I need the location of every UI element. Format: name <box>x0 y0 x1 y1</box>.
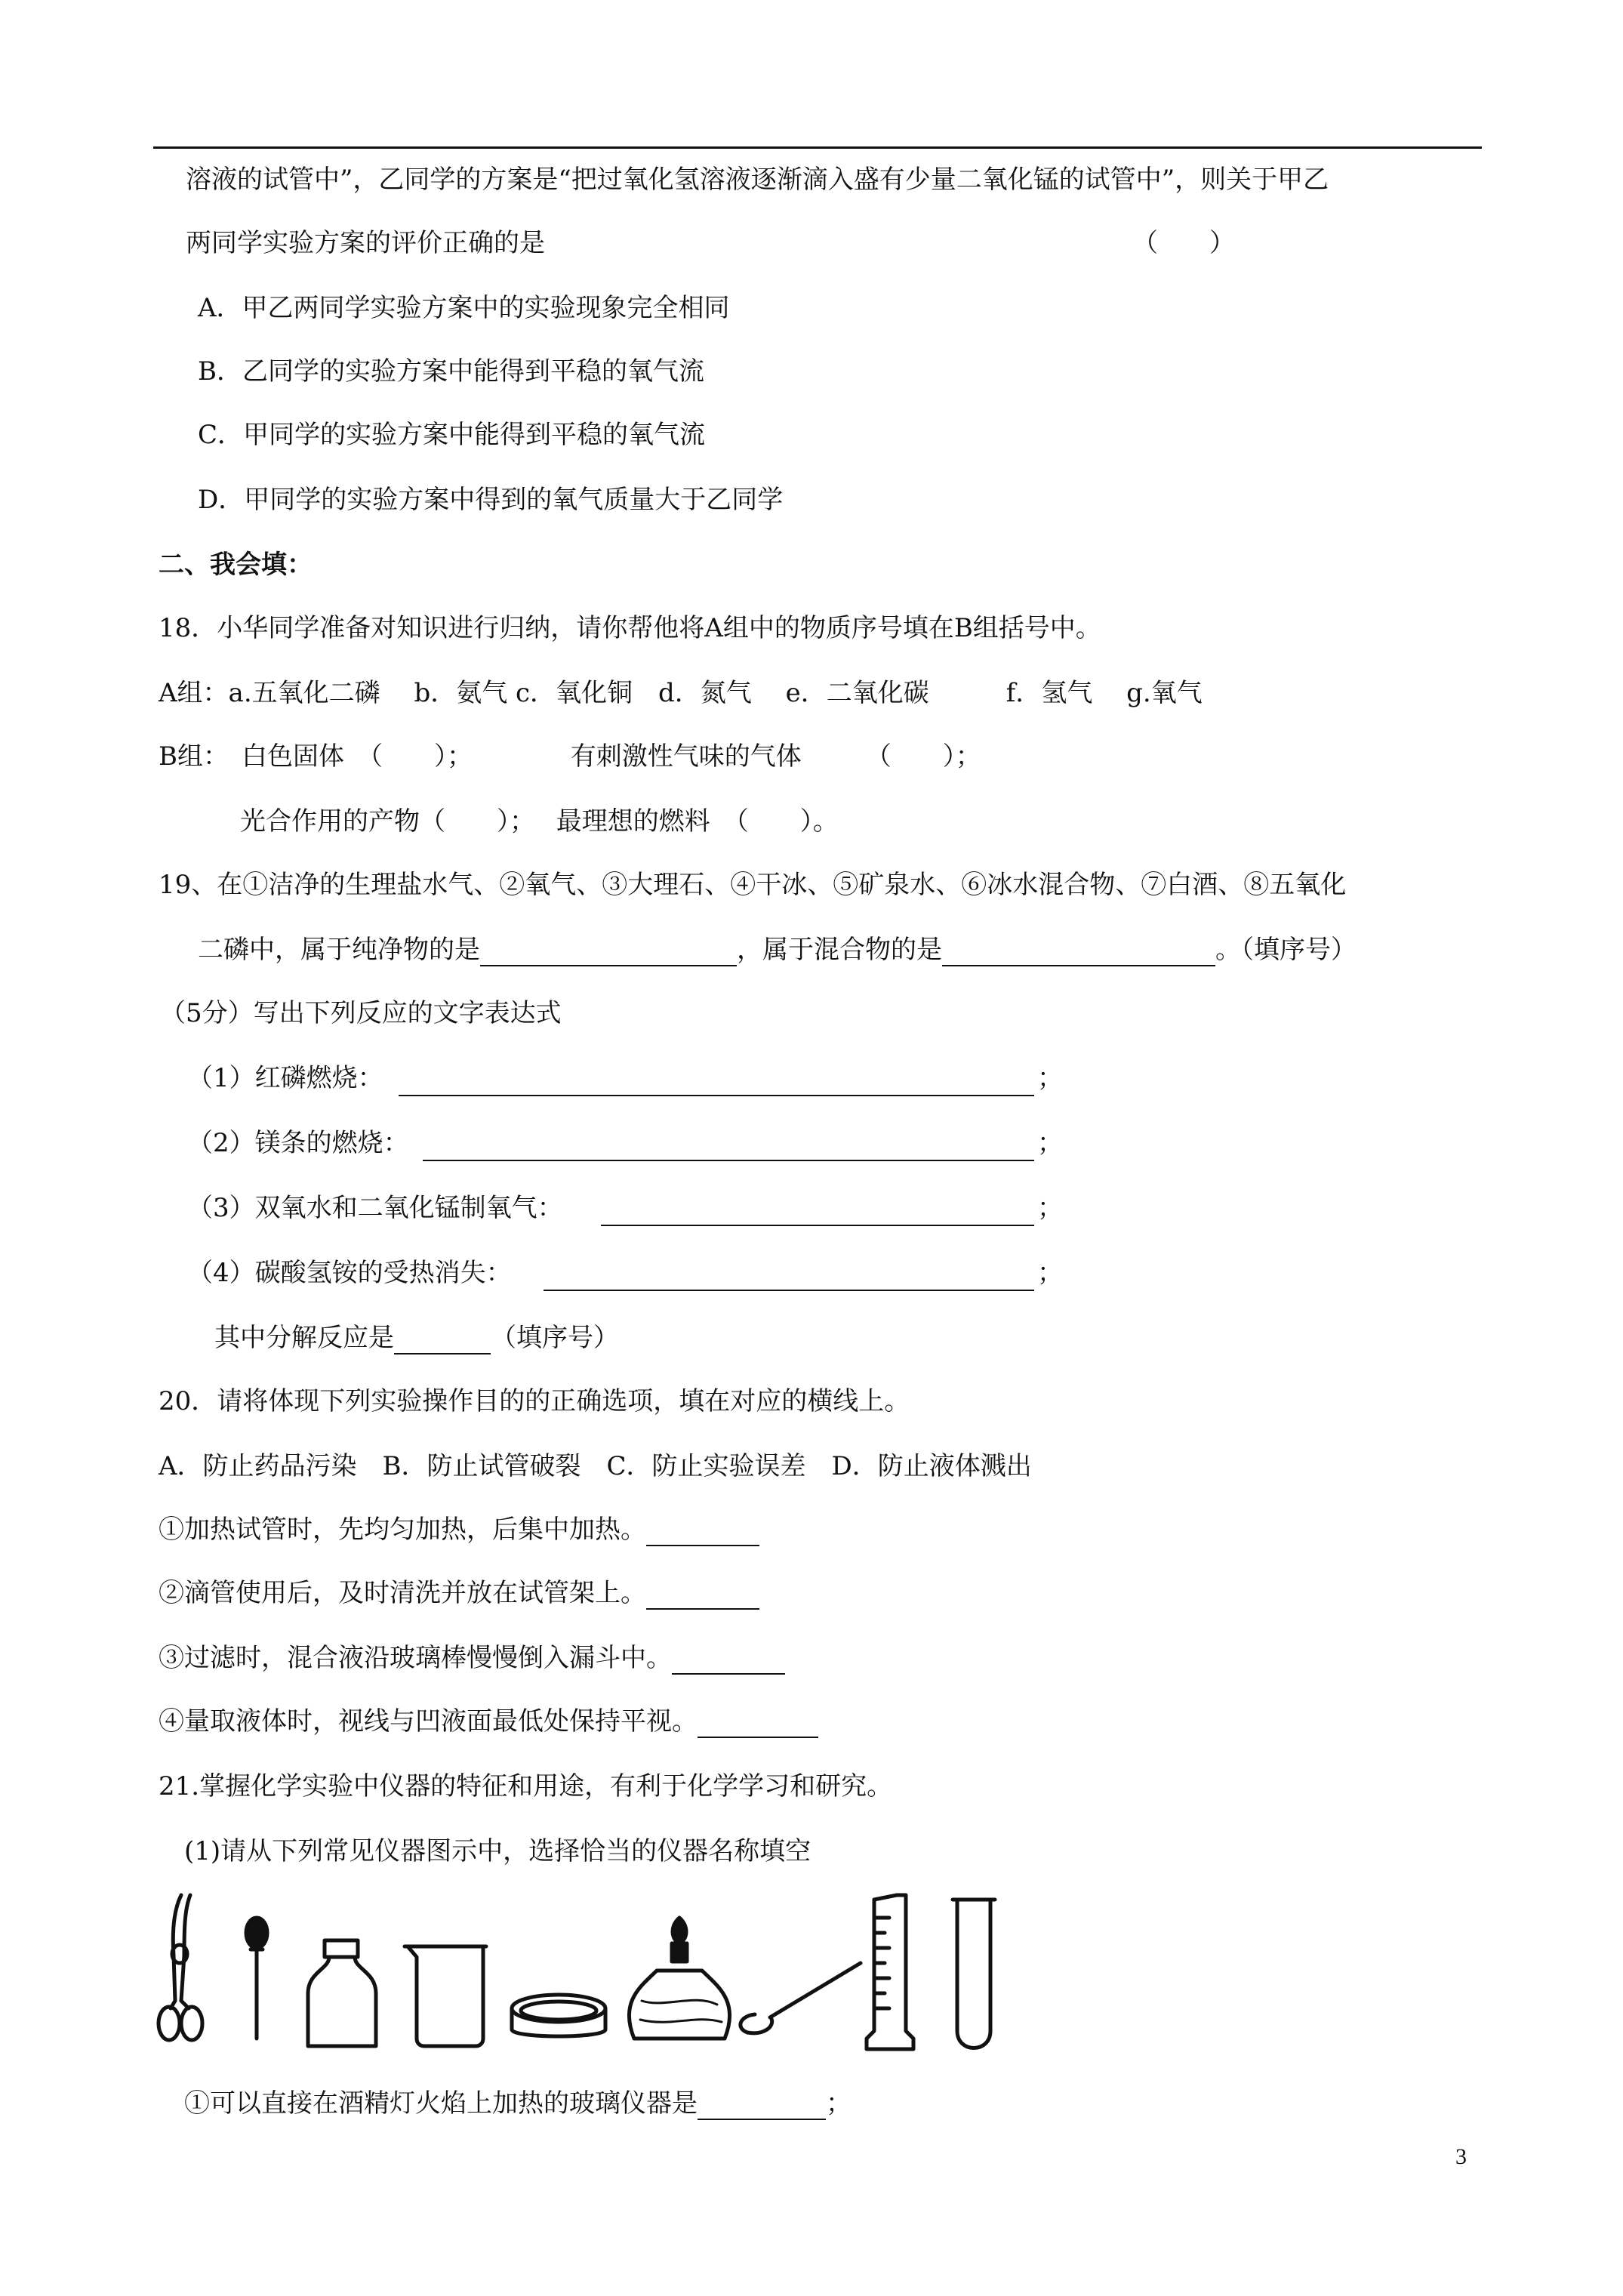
q17-option-a: A．甲乙两同学实验方案中的实验现象完全相同 <box>198 293 730 323</box>
q17-cont-line1: 溶液的试管中”，乙同学的方案是“把过氧化氢溶液逐渐滴入盛有少量二氧化锰的试管中”，则关于甲乙 <box>186 165 1329 195</box>
q18-group-b-line2: 光合作用的产物（ ）； 最理想的燃料 （ ）。 <box>240 806 839 837</box>
decomposition-blank[interactable] <box>394 1326 491 1354</box>
q20-stem: 20．请将体现下列实验操作目的的正确选项，填在对应的横线上。 <box>159 1386 910 1416</box>
test-tube-icon <box>953 1900 995 2048</box>
reaction-1-end: ； <box>1037 1063 1063 1093</box>
reaction-2-end: ； <box>1037 1128 1063 1158</box>
q21-item-1-blank[interactable] <box>698 2091 826 2120</box>
q21-stem: 21.掌握化学实验中仪器的特征和用途，有利于化学学习和研究。 <box>159 1771 893 1801</box>
q21-item-1: ①可以直接在酒精灯火焰上加热的玻璃仪器是 ； <box>184 2088 852 2119</box>
header-rule <box>153 146 1482 149</box>
reaction-1-blank[interactable] <box>399 1068 1034 1096</box>
q18-group-b-line1: B组： 白色固体 （ ）； 有刺激性气味的气体 （ ）； <box>159 741 981 772</box>
q20-item-4: ④量取液体时，视线与凹液面最低处保持平视。 <box>159 1705 818 1738</box>
section-title: 二、我会填： <box>159 550 313 580</box>
reactions-header: （5分）写出下列反应的文字表达式 <box>160 998 562 1028</box>
reaction-1: （1）红磷燃烧： <box>187 1063 383 1093</box>
alcohol-lamp-icon <box>629 1918 729 2039</box>
instrument-figure <box>151 1888 1147 2061</box>
q17-option-d: D．甲同学的实验方案中得到的氧气质量大于乙同学 <box>198 485 784 515</box>
q18-group-a: A组：a.五氧化二磷 b．氨气 c．氧化铜 d．氮气 e．二氧化碳 f．氢气 g.氧气 <box>159 678 1203 708</box>
beaker-icon <box>405 1946 486 2046</box>
q19-pure-blank[interactable] <box>480 938 737 966</box>
dropper-icon <box>246 1918 267 2039</box>
medicine-spoon-icon <box>741 1963 861 2033</box>
q19-line1: 19、在①洁净的生理盐水气、②氧气、③大理石、④干冰、⑤矿泉水、⑥冰水混合物、⑦白酒、⑧五氧化 <box>159 870 1347 900</box>
q17-answer-paren: （ ） <box>1132 228 1235 258</box>
q19-line2: 二磷中，属于纯净物的是 ，属于混合物的是 。（填序号） <box>198 935 1357 965</box>
reaction-3-blank[interactable] <box>601 1197 1034 1226</box>
evaporating-dish-icon <box>512 1995 605 2036</box>
q17-option-c: C．甲同学的实验方案中能得到平稳的氧气流 <box>198 420 706 450</box>
q20-item-3-blank[interactable] <box>672 1646 785 1675</box>
wide-mouth-bottle-icon <box>308 1940 376 2046</box>
reaction-3: （3）双氧水和二氧化锰制氧气： <box>187 1193 563 1223</box>
q20-item-1-blank[interactable] <box>646 1518 759 1546</box>
reaction-4: （4）碳酸氢铵的受热消失： <box>187 1258 512 1288</box>
reaction-3-end: ； <box>1037 1193 1063 1223</box>
decomposition-line: 其中分解反应是 （填序号） <box>214 1323 619 1353</box>
crucible-tongs-icon <box>159 1895 202 2040</box>
q17-cont-line2: 两同学实验方案的评价正确的是 <box>186 228 545 258</box>
q20-item-2-blank[interactable] <box>646 1581 759 1610</box>
page-number: 3 <box>1455 2144 1467 2169</box>
reaction-2: （2）镁条的燃烧： <box>187 1128 409 1158</box>
q21-sub1: (1)请从下列常见仪器图示中，选择恰当的仪器名称填空 <box>184 1836 812 1866</box>
q20-item-1: ①加热试管时，先均匀加热，后集中加热。 <box>159 1513 759 1546</box>
q17-option-b: B．乙同学的实验方案中能得到平稳的氧气流 <box>198 356 704 387</box>
q19-mixture-blank[interactable] <box>942 938 1215 966</box>
q20-item-3: ③过滤时，混合液沿玻璃棒慢慢倒入漏斗中。 <box>159 1641 785 1675</box>
reaction-2-blank[interactable] <box>423 1133 1034 1161</box>
reaction-4-end: ； <box>1037 1258 1063 1288</box>
q20-item-4-blank[interactable] <box>698 1709 818 1738</box>
q20-item-2: ②滴管使用后，及时清洗并放在试管架上。 <box>159 1576 759 1610</box>
q18-stem: 18．小华同学准备对知识进行归纳，请你帮他将A组中的物质序号填在B组括号中。 <box>159 613 1101 643</box>
reaction-4-blank[interactable] <box>544 1262 1034 1291</box>
graduated-cylinder-icon <box>867 1895 913 2049</box>
q20-options: A．防止药品污染 B．防止试管破裂 C．防止实验误差 D．防止液体溅出 <box>159 1451 1032 1481</box>
